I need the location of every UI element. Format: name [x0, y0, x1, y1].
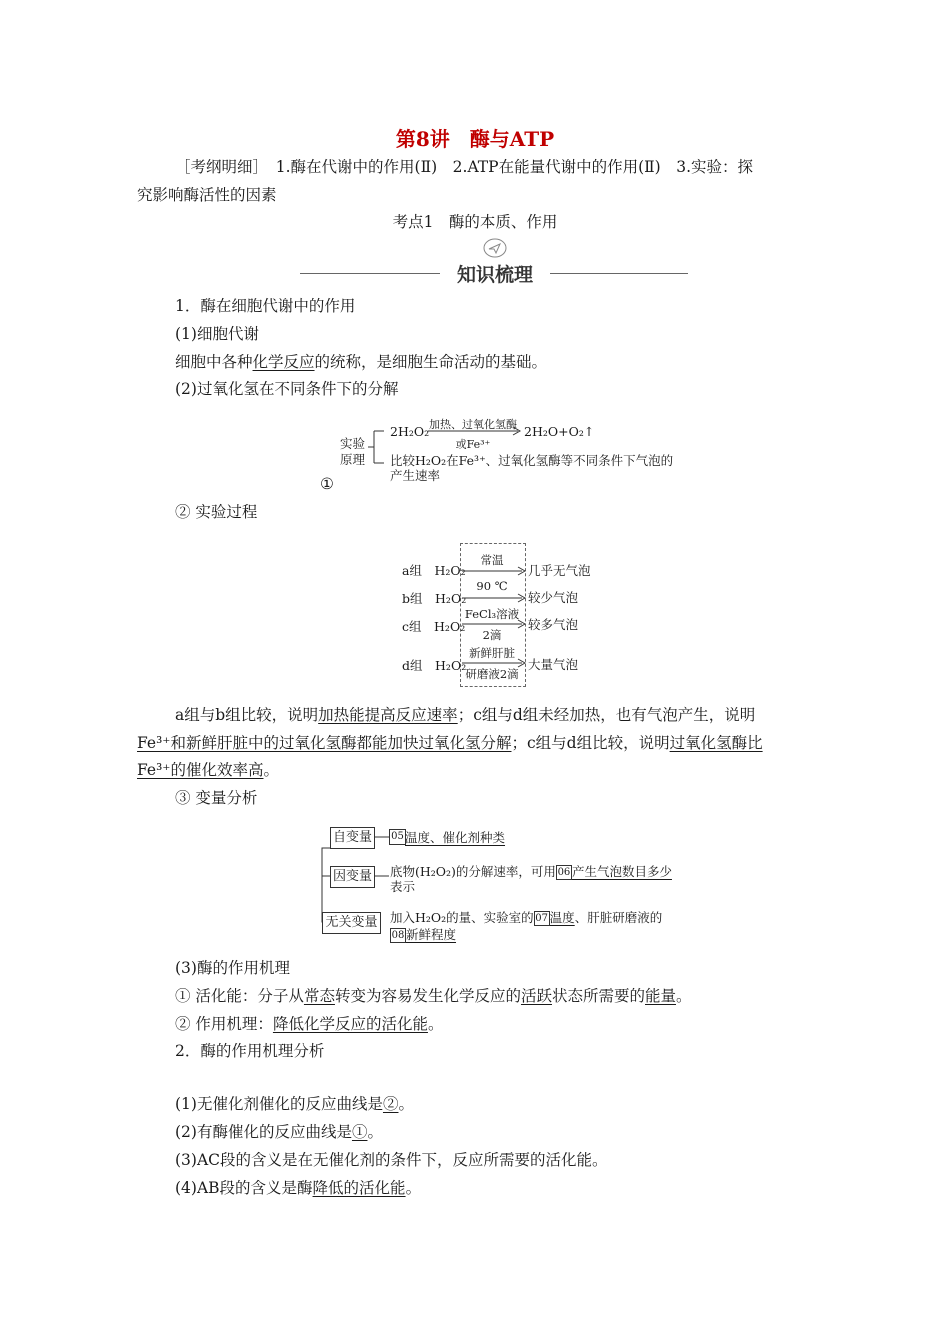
row-a-result: 几乎无气泡 — [528, 563, 591, 578]
principle-compare-1: 比较H₂O₂在Fe³⁺、过氧化氢酶等不同条件下气泡的 — [390, 453, 674, 468]
principle-number: ① — [320, 475, 334, 493]
s2-q4: (4)AB段的含义是酶降低的活化能。 — [175, 1179, 422, 1197]
row-d-condition-top: 新鲜肝脏 — [469, 646, 515, 660]
mechanism-heading: (3)酶的作用机理 — [175, 959, 290, 977]
variables-label: ③ 变量分析 — [175, 789, 258, 807]
row-b-arrow — [462, 593, 528, 603]
s1-sub1-text: 细胞中各种化学反应的统称，是细胞生命活动的基础。 — [175, 353, 548, 371]
section-heading-band — [300, 258, 690, 288]
row-b-result: 较少气泡 — [528, 590, 579, 605]
row-c-group: c组 H₂O₂ — [402, 619, 466, 634]
independent-variable-box: 自变量 — [330, 827, 375, 849]
row-c-condition-bottom: 2滴 — [482, 628, 502, 642]
s2-q1: (1)无催化剂催化的反应曲线是②。 — [175, 1095, 414, 1113]
row-d-condition-bottom: 研磨液2滴 — [465, 667, 519, 681]
s1-heading: 1．酶在细胞代谢中的作用 — [175, 297, 356, 315]
principle-reactant: 2H₂O₂ — [390, 424, 430, 439]
mechanism-line-1: ① 活化能：分子从常态转变为容易发生化学反应的活跃状态所需要的能量。 — [175, 987, 692, 1005]
ctrl-text-1: 加入H₂O₂的量、实验室的 07 温度、肝脏研磨液的 — [390, 910, 663, 925]
s2-q2: (2)有酶催化的反应曲线是①。 — [175, 1123, 383, 1141]
outline-line-1: ［考纲明细］ 1.酶在代谢中的作用(Ⅱ) 2.ATP在能量代谢中的作用(Ⅱ) 3.实验：探 — [175, 158, 753, 176]
principle-product: 2H₂O+O₂↑ — [524, 424, 595, 439]
heading-rule-right — [550, 273, 688, 274]
row-d-group: d组 H₂O₂ — [402, 658, 467, 673]
ctrl-text-2: 08 新鲜程度 — [391, 927, 457, 942]
control-variable-box: 无关变量 — [322, 912, 381, 934]
principle-cond-bottom: 或Fe³⁺ — [455, 438, 491, 451]
heading-rule-left — [300, 273, 440, 274]
analysis-line-2: Fe³⁺和新鲜肝脏中的过氧化氢酶都能加快过氧化氢分解；c组与d组比较，说明过氧化氢酶比 — [137, 734, 763, 752]
dep-text-2: 表示 — [390, 879, 416, 894]
principle-label-2: 原理 — [340, 452, 366, 467]
row-a-arrow — [462, 566, 528, 576]
principle-arrow — [428, 426, 523, 436]
s1-sub1: (1)细胞代谢 — [175, 325, 259, 343]
principle-label-1: 实验 — [340, 436, 366, 451]
section-heading: 知识梳理 — [456, 264, 533, 286]
dependent-variable-box: 因变量 — [330, 866, 375, 888]
row-a-condition: 常温 — [480, 553, 504, 567]
indep-text: 温度、催化剂种类 — [405, 830, 506, 845]
outline-line-2: 究影响酶活性的因素 — [137, 186, 277, 204]
analysis-line-3: Fe³⁺的催化效率高。 — [137, 761, 279, 779]
row-b-group: b组 H₂O₂ — [402, 591, 467, 606]
principle-compare-2: 产生速率 — [390, 468, 441, 483]
dep-text-1: 底物(H₂O₂)的分解速率，可用 06 产生气泡数目多少 — [390, 864, 672, 879]
row-c-condition-top: FeCl₃溶液 — [464, 607, 520, 621]
row-c-result: 较多气泡 — [528, 617, 579, 632]
row-b-condition: 90 ℃ — [476, 579, 508, 593]
row-d-result: 大量气泡 — [528, 657, 579, 672]
process-label: ② 实验过程 — [175, 503, 258, 521]
topic-heading: 考点1 酶的本质、作用 — [392, 213, 558, 231]
indep-connector — [374, 835, 390, 839]
row-a-group: a组 H₂O₂ — [402, 563, 466, 578]
principle-cond-top: 加热、过氧化氢酶 — [429, 418, 517, 431]
blank-05: 05 — [389, 829, 406, 845]
principle-bracket — [366, 425, 386, 470]
analysis-line-1: a组与b组比较，说明加热能提高反应速率；c组与d组未经加热，也有气泡产生，说明 — [175, 706, 756, 724]
s2-heading: 2．酶的作用机理分析 — [175, 1042, 325, 1060]
paper-plane-icon — [481, 237, 509, 259]
s1-sub2: (2)过氧化氢在不同条件下的分解 — [175, 380, 399, 398]
mechanism-line-2: ② 作用机理：降低化学反应的活化能。 — [175, 1015, 444, 1033]
lesson-title: 第8讲 酶与ATP — [395, 127, 555, 151]
s2-q3: (3)AC段的含义是在无催化剂的条件下，反应所需要的活化能。 — [175, 1151, 608, 1169]
dep-connector — [374, 874, 390, 878]
